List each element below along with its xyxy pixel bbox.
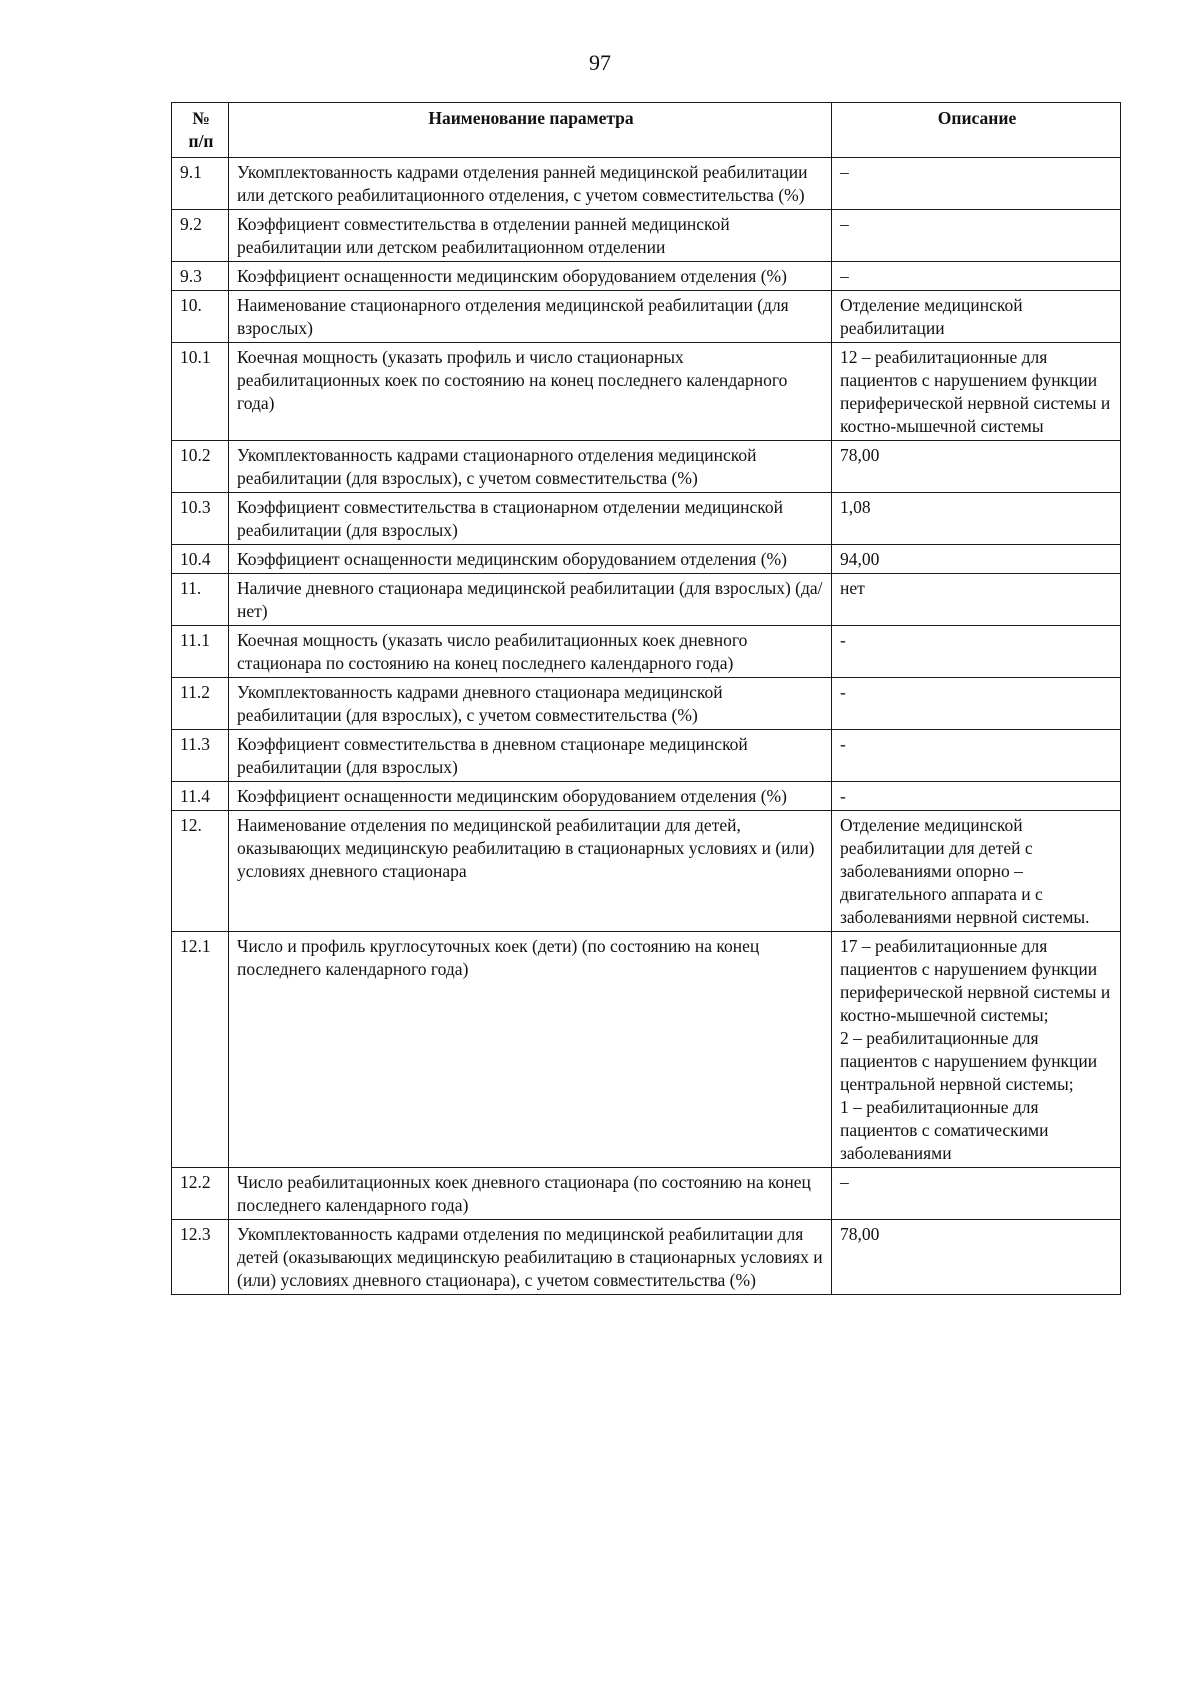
table-header-row: [172, 103, 1121, 158]
table-row: [172, 1220, 1121, 1295]
row-number: 11.2: [172, 678, 229, 730]
row-parameter-name: Коэффициент оснащенности медицинским оборудованием отделения (%): [229, 545, 832, 574]
header-parameter-name: Наименование параметра: [229, 103, 832, 158]
row-parameter-name: Коэффициент оснащенности медицинским оборудованием отделения (%): [229, 782, 832, 811]
row-description: –: [832, 158, 1121, 210]
row-number: 11.4: [172, 782, 229, 811]
table-row: [172, 574, 1121, 626]
row-description: 1,08: [832, 493, 1121, 545]
row-number: 10.4: [172, 545, 229, 574]
row-parameter-name: Коэффициент совместительства в дневном стационаре медицинской реабилитации (для взрослых): [229, 730, 832, 782]
row-parameter-name: Наименование стационарного отделения медицинской реабилитации (для взрослых): [229, 291, 832, 343]
table-row: [172, 811, 1121, 932]
row-number: 10.: [172, 291, 229, 343]
header-number: № п/п: [172, 103, 229, 158]
row-parameter-name: Укомплектованность кадрами отделения по медицинской реабилитации для детей (оказывающих медицинскую реабилитацию в стационарных условиях и (или) условиях дневного стационара), с учетом совместительства (%): [229, 1220, 832, 1295]
row-number: 12.3: [172, 1220, 229, 1295]
row-description: Отделение медицинской реабилитации: [832, 291, 1121, 343]
row-description: –: [832, 262, 1121, 291]
table-row: [172, 782, 1121, 811]
page-number: 97: [589, 50, 611, 75]
table-row: [172, 932, 1121, 1168]
table-row: [172, 493, 1121, 545]
table-row: [172, 1168, 1121, 1220]
row-parameter-name: Укомплектованность кадрами дневного стационара медицинской реабилитации (для взрослых), с учетом совместительства (%): [229, 678, 832, 730]
row-description: 17 – реабилитационные для пациентов с нарушением функции периферической нервной системы и костно-мышечной системы; 2 – реабилитационные для пациентов с нарушением функции центральной нервной системы; 1 – реабилитационные для пациентов с соматическими заболеваниями: [832, 932, 1121, 1168]
row-number: 11.1: [172, 626, 229, 678]
row-parameter-name: Укомплектованность кадрами стационарного отделения медицинской реабилитации (для взрослых), с учетом совместительства (%): [229, 441, 832, 493]
row-description: 12 – реабилитационные для пациентов с нарушением функции периферической нервной системы и костно-мышечной системы: [832, 343, 1121, 441]
row-parameter-name: Наличие дневного стационара медицинской реабилитации (для взрослых) (да/нет): [229, 574, 832, 626]
table-row: [172, 626, 1121, 678]
row-number: 10.3: [172, 493, 229, 545]
row-description: Отделение медицинской реабилитации для детей с заболеваниями опорно – двигательного аппарата и с заболеваниями нервной системы.: [832, 811, 1121, 932]
row-number: 9.2: [172, 210, 229, 262]
row-description: -: [832, 730, 1121, 782]
row-number: 10.1: [172, 343, 229, 441]
table-row: [172, 210, 1121, 262]
row-parameter-name: Коечная мощность (указать профиль и число стационарных реабилитационных коек по состоянию на конец последнего календарного года): [229, 343, 832, 441]
row-number: 12.1: [172, 932, 229, 1168]
table-row: [172, 730, 1121, 782]
row-description: 78,00: [832, 1220, 1121, 1295]
table-row: [172, 678, 1121, 730]
row-parameter-name: Коэффициент совместительства в стационарном отделении медицинской реабилитации (для взрослых): [229, 493, 832, 545]
row-number: 9.3: [172, 262, 229, 291]
row-number: 12.: [172, 811, 229, 932]
row-parameter-name: Коэффициент оснащенности медицинским оборудованием отделения (%): [229, 262, 832, 291]
row-parameter-name: Наименование отделения по медицинской реабилитации для детей, оказывающих медицинскую реабилитацию в стационарных условиях и (или) условиях дневного стационара: [229, 811, 832, 932]
row-description: нет: [832, 574, 1121, 626]
row-description: –: [832, 1168, 1121, 1220]
table-row: [172, 343, 1121, 441]
row-description: –: [832, 210, 1121, 262]
row-description: -: [832, 782, 1121, 811]
row-number: 11.: [172, 574, 229, 626]
header-description: Описание: [832, 103, 1121, 158]
row-number: 12.2: [172, 1168, 229, 1220]
row-parameter-name: Коечная мощность (указать число реабилитационных коек дневного стационара по состоянию на конец последнего календарного года): [229, 626, 832, 678]
row-parameter-name: Число реабилитационных коек дневного стационара (по состоянию на конец последнего календарного года): [229, 1168, 832, 1220]
table-row: [172, 545, 1121, 574]
row-number: 9.1: [172, 158, 229, 210]
row-description: -: [832, 626, 1121, 678]
row-parameter-name: Коэффициент совместительства в отделении ранней медицинской реабилитации или детском реабилитационном отделении: [229, 210, 832, 262]
row-parameter-name: Укомплектованность кадрами отделения ранней медицинской реабилитации или детского реабилитационного отделения, с учетом совместительства (%): [229, 158, 832, 210]
table-row: [172, 291, 1121, 343]
row-parameter-name: Число и профиль круглосуточных коек (дети) (по состоянию на конец последнего календарного года): [229, 932, 832, 1168]
row-number: 10.2: [172, 441, 229, 493]
table-body: [172, 158, 1121, 1295]
parameters-table: [171, 102, 1121, 1295]
row-description: 94,00: [832, 545, 1121, 574]
table-row: [172, 158, 1121, 210]
row-number: 11.3: [172, 730, 229, 782]
table-row: [172, 262, 1121, 291]
row-description: 78,00: [832, 441, 1121, 493]
table-row: [172, 441, 1121, 493]
row-description: -: [832, 678, 1121, 730]
